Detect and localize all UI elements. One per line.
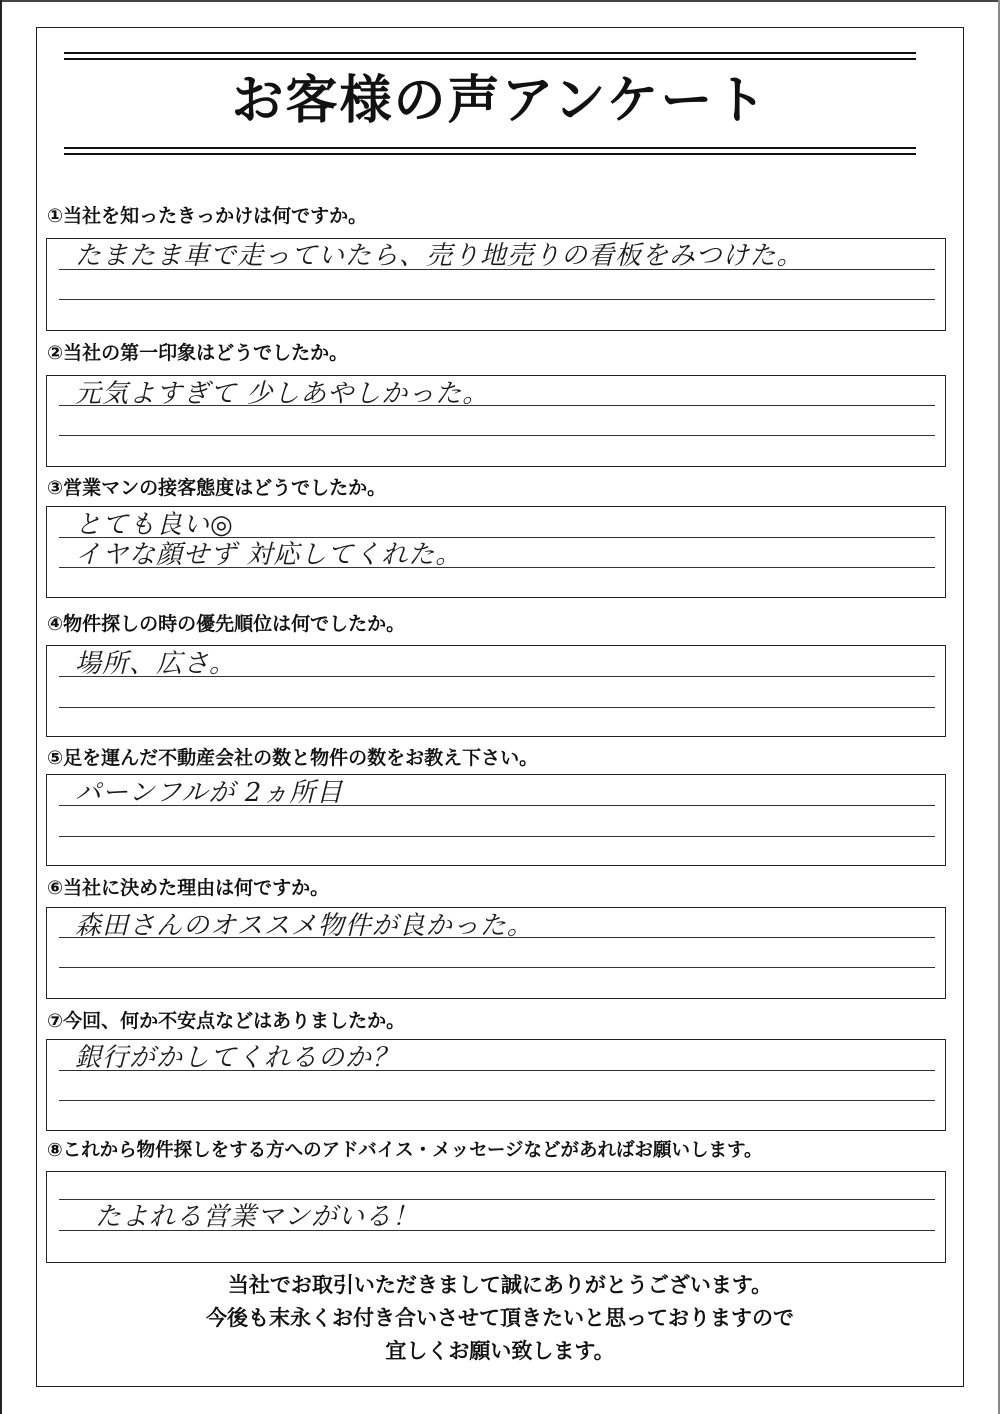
closing-line-3: 宜しくお願い致します。 (385, 1338, 615, 1363)
question-7: ⑦今回、何か不安点などはありましたか。 (47, 1010, 406, 1032)
title-rule-bottom (64, 147, 916, 155)
form-title: お客様の声アンケート (231, 71, 769, 131)
question-3: ③営業マンの接客態度はどうでしたか。 (47, 477, 387, 499)
answer-line (59, 435, 935, 436)
answer-2-line-1: 元気よすぎて 少しあやしかった。 (75, 379, 490, 409)
answer-box-8[interactable] (46, 1171, 946, 1263)
answer-line (59, 299, 935, 300)
answer-8-line-1: たよれる営業マンがいる！ (95, 1202, 420, 1232)
question-4: ④物件探しの時の優先順位は何でしたか。 (47, 613, 406, 635)
answer-3-line-1: とても良い◎ (75, 510, 234, 540)
answer-box-1[interactable] (46, 238, 946, 331)
question-8: ⑧これから物件探しをする方へのアドバイス・メッセージなどがあればお願いします。 (47, 1140, 763, 1161)
answer-box-6[interactable] (46, 907, 946, 999)
answer-line (59, 1100, 935, 1101)
answer-6-line-1: 森田さんのオススメ物件が良かった。 (75, 911, 534, 941)
answer-5-line-1: パーンフルが 2ヵ所目 (75, 778, 344, 808)
answer-box-2[interactable] (46, 375, 946, 467)
answer-line (59, 707, 935, 708)
closing-line-2: 今後も末永くお付き合いさせて頂きたいと思っておりますので (206, 1305, 794, 1330)
answer-line (59, 1199, 935, 1200)
question-2: ②当社の第一印象はどうでしたか。 (47, 342, 349, 364)
answer-box-3[interactable] (46, 506, 946, 598)
answer-3-line-2: イヤな顔せず 対応してくれた。 (75, 540, 463, 570)
scan-left-edge (0, 0, 2, 1414)
question-1: ①当社を知ったきっかけは何ですか。 (47, 205, 368, 227)
answer-box-7[interactable] (46, 1039, 946, 1131)
answer-line (59, 967, 935, 968)
answer-line (59, 836, 935, 837)
scan-top-edge (0, 0, 1000, 2)
question-6: ⑥当社に決めた理由は何ですか。 (47, 877, 330, 899)
title-rule-top (64, 52, 916, 60)
closing-line-1: 当社でお取引いただきまして誠にありがとうございます。 (227, 1272, 773, 1297)
question-5: ⑤足を運んだ不動産会社の数と物件の数をお教え下さい。 (47, 747, 539, 769)
answer-7-line-1: 銀行がかしてくれるのか？ (75, 1043, 400, 1073)
answer-box-5[interactable] (46, 774, 946, 866)
answer-box-4[interactable] (46, 645, 946, 737)
answer-4-line-1: 場所、広さ。 (75, 649, 236, 679)
answer-1-line-1: たまたま車で走っていたら、売り地売りの看板をみつけた。 (75, 241, 804, 271)
